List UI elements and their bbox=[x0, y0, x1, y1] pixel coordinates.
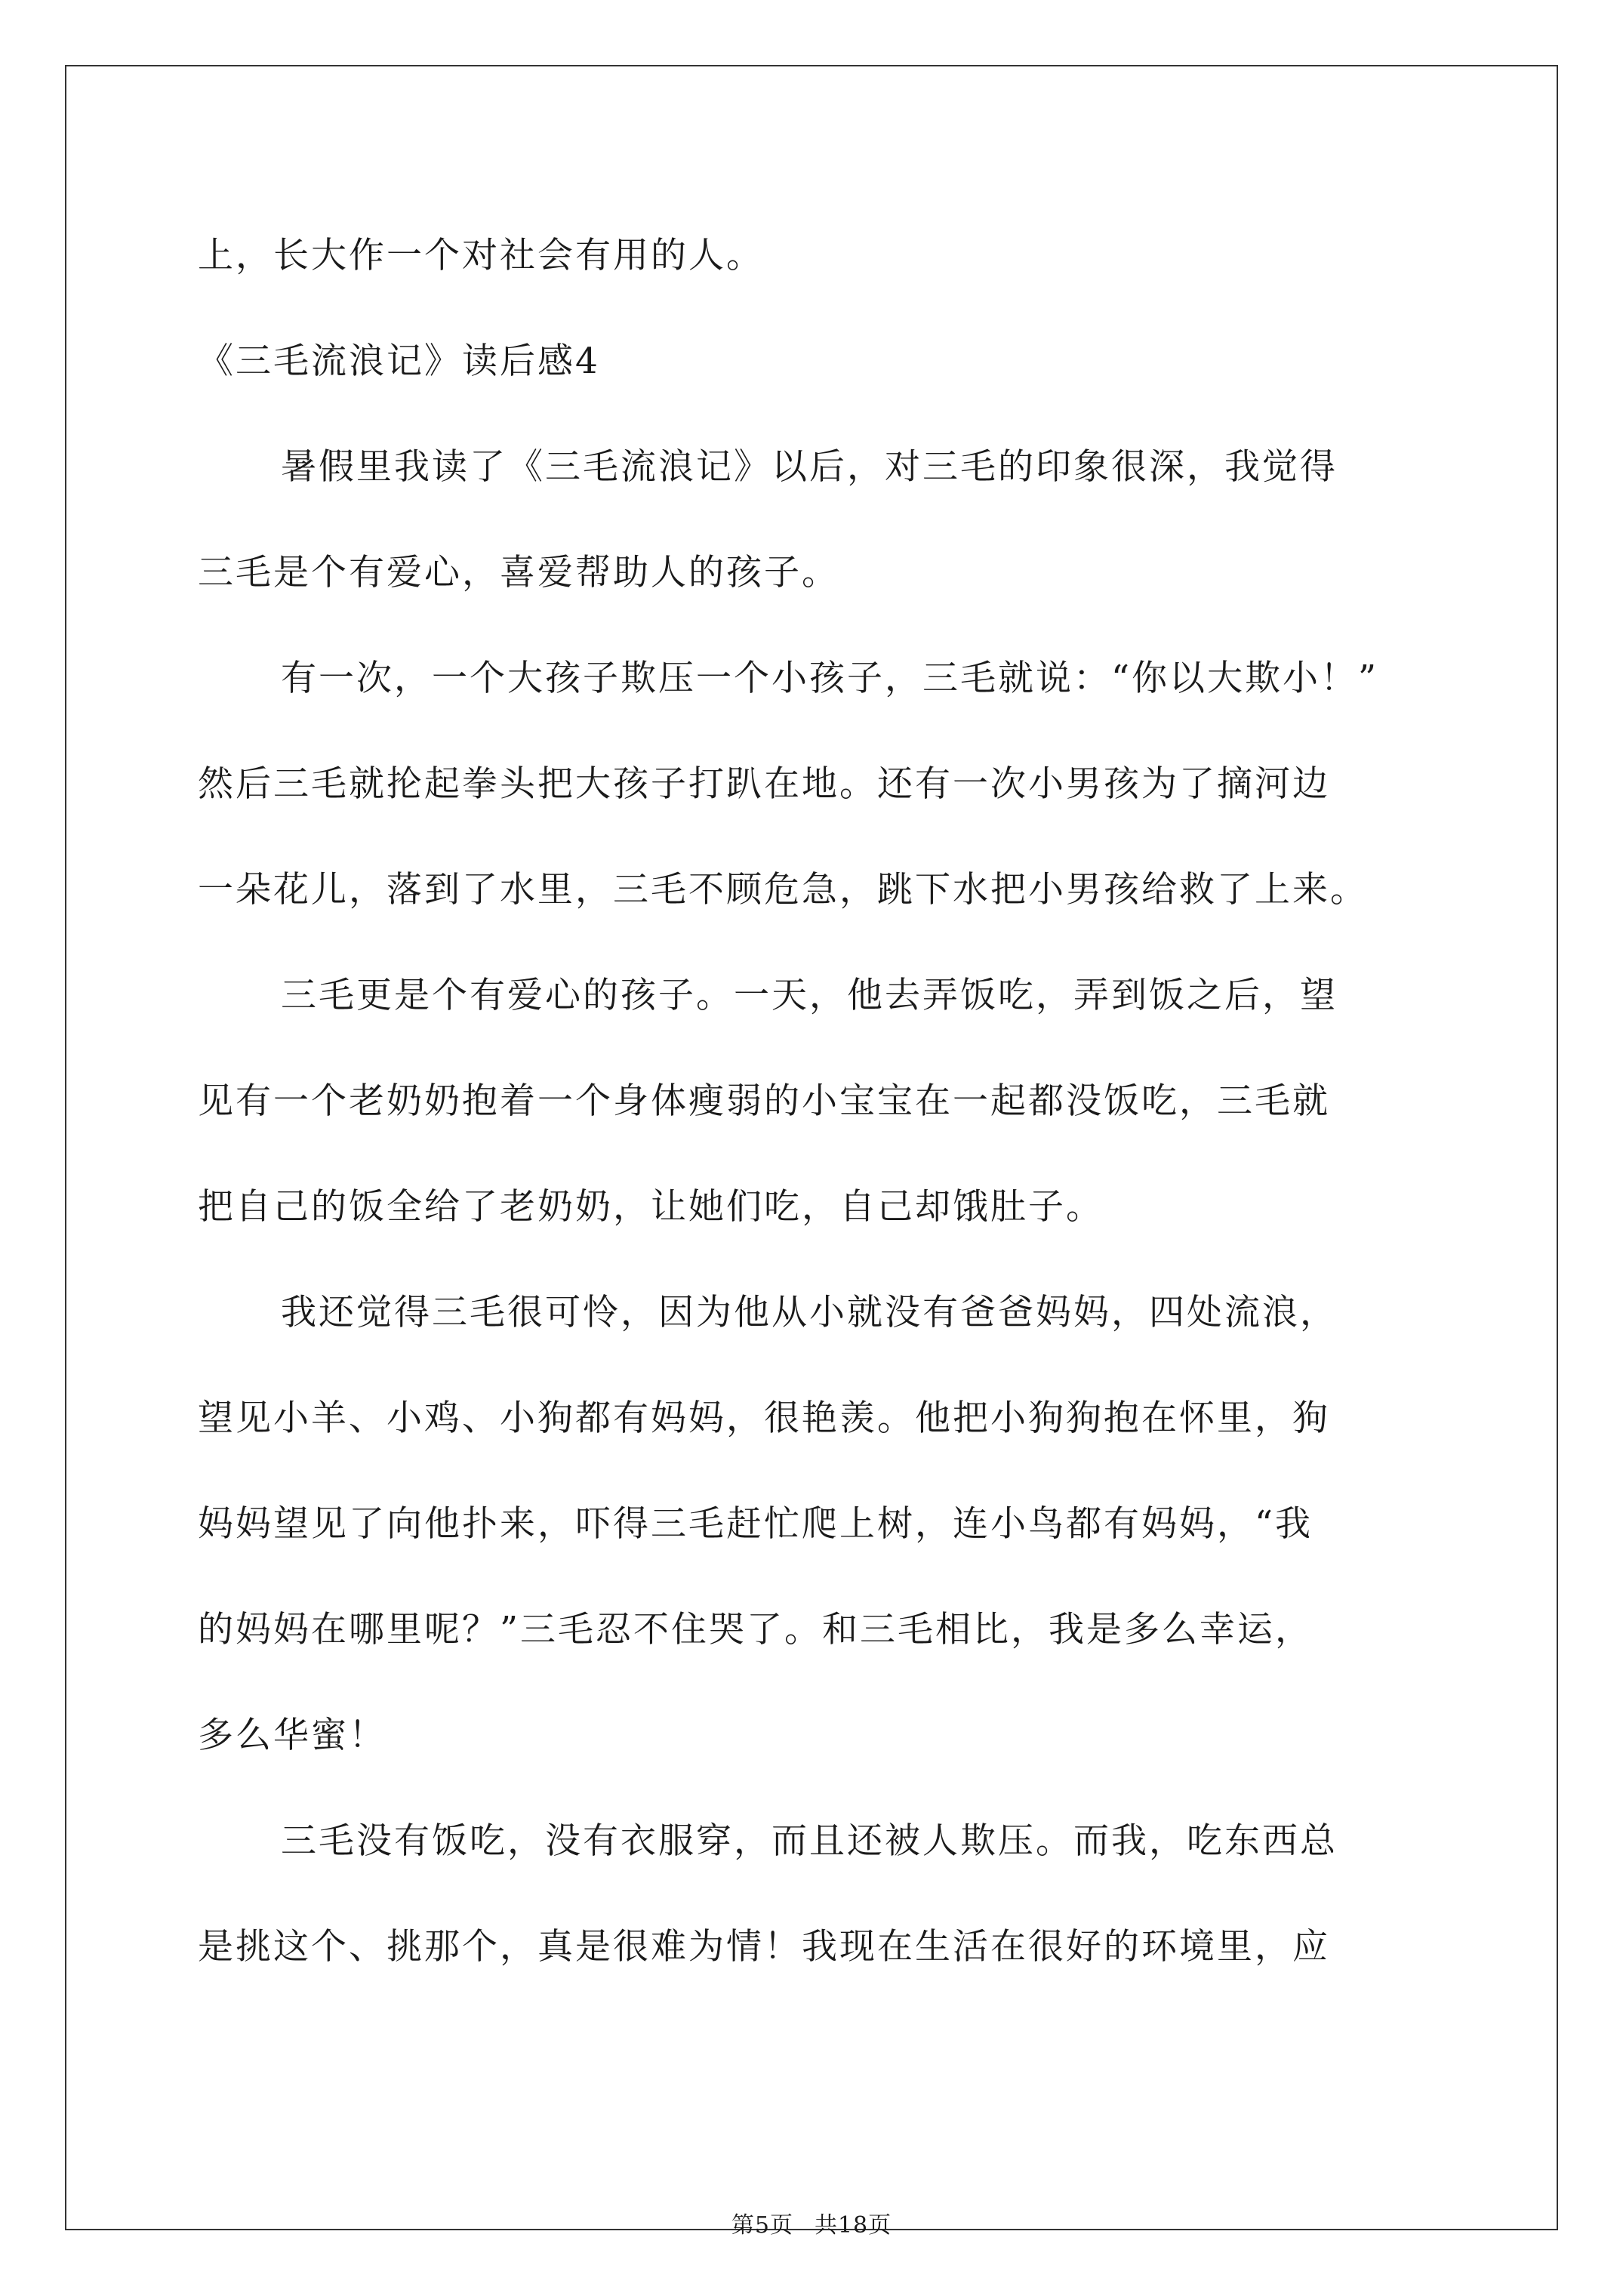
text-line: 然后三毛就抡起拳头把大孩子打趴在地。还有一次小男孩为了摘河边 bbox=[198, 763, 1330, 805]
section-heading: 《三毛流浪记》读后感4 bbox=[198, 341, 600, 382]
text-line: 三毛没有饭吃，没有衣服穿，而且还被人欺压。而我，吃东西总 bbox=[281, 1820, 1338, 1862]
text-line: 暑假里我读了《三毛流浪记》以后，对三毛的印象很深，我觉得 bbox=[281, 446, 1338, 488]
text-line: 望见小羊、小鸡、小狗都有妈妈，很艳羡。他把小狗狗抱在怀里，狗 bbox=[198, 1398, 1330, 1439]
text-line: 三毛是个有爱心，喜爱帮助人的孩子。 bbox=[198, 552, 839, 593]
text-line: 一朵花儿，落到了水里，三毛不顾危急，跳下水把小男孩给救了上来。 bbox=[198, 869, 1368, 911]
text-line: 上，长大作一个对社会有用的人。 bbox=[198, 235, 764, 276]
page-total: 共18页 bbox=[814, 2212, 892, 2239]
text-line: 是挑这个、挑那个，真是很难为情！我现在生活在很好的环境里，应 bbox=[198, 1926, 1330, 1968]
text-line: 我还觉得三毛很可怜，因为他从小就没有爸爸妈妈，四处流浪， bbox=[281, 1292, 1338, 1333]
text-line: 多么华蜜！ bbox=[198, 1715, 387, 1756]
text-line: 有一次，一个大孩子欺压一个小孩子，三毛就说：“你以大欺小！” bbox=[281, 658, 1379, 699]
page-footer bbox=[0, 2211, 1623, 2241]
text-line: 妈妈望见了向他扑来，吓得三毛赶忙爬上树，连小鸟都有妈妈，“我 bbox=[198, 1503, 1313, 1545]
page-number: 第5页 bbox=[731, 2212, 793, 2239]
text-line: 的妈妈在哪里呢？”三毛忍不住哭了。和三毛相比，我是多么幸运， bbox=[198, 1609, 1313, 1650]
text-line: 三毛更是个有爱心的孩子。一天，他去弄饭吃，弄到饭之后，望 bbox=[281, 975, 1338, 1016]
text-line: 把自己的饭全给了老奶奶，让她们吃，自己却饿肚子。 bbox=[198, 1186, 1104, 1228]
page-border bbox=[65, 65, 1558, 2230]
text-line: 见有一个老奶奶抱着一个身体瘦弱的小宝宝在一起都没饭吃，三毛就 bbox=[198, 1080, 1330, 1122]
